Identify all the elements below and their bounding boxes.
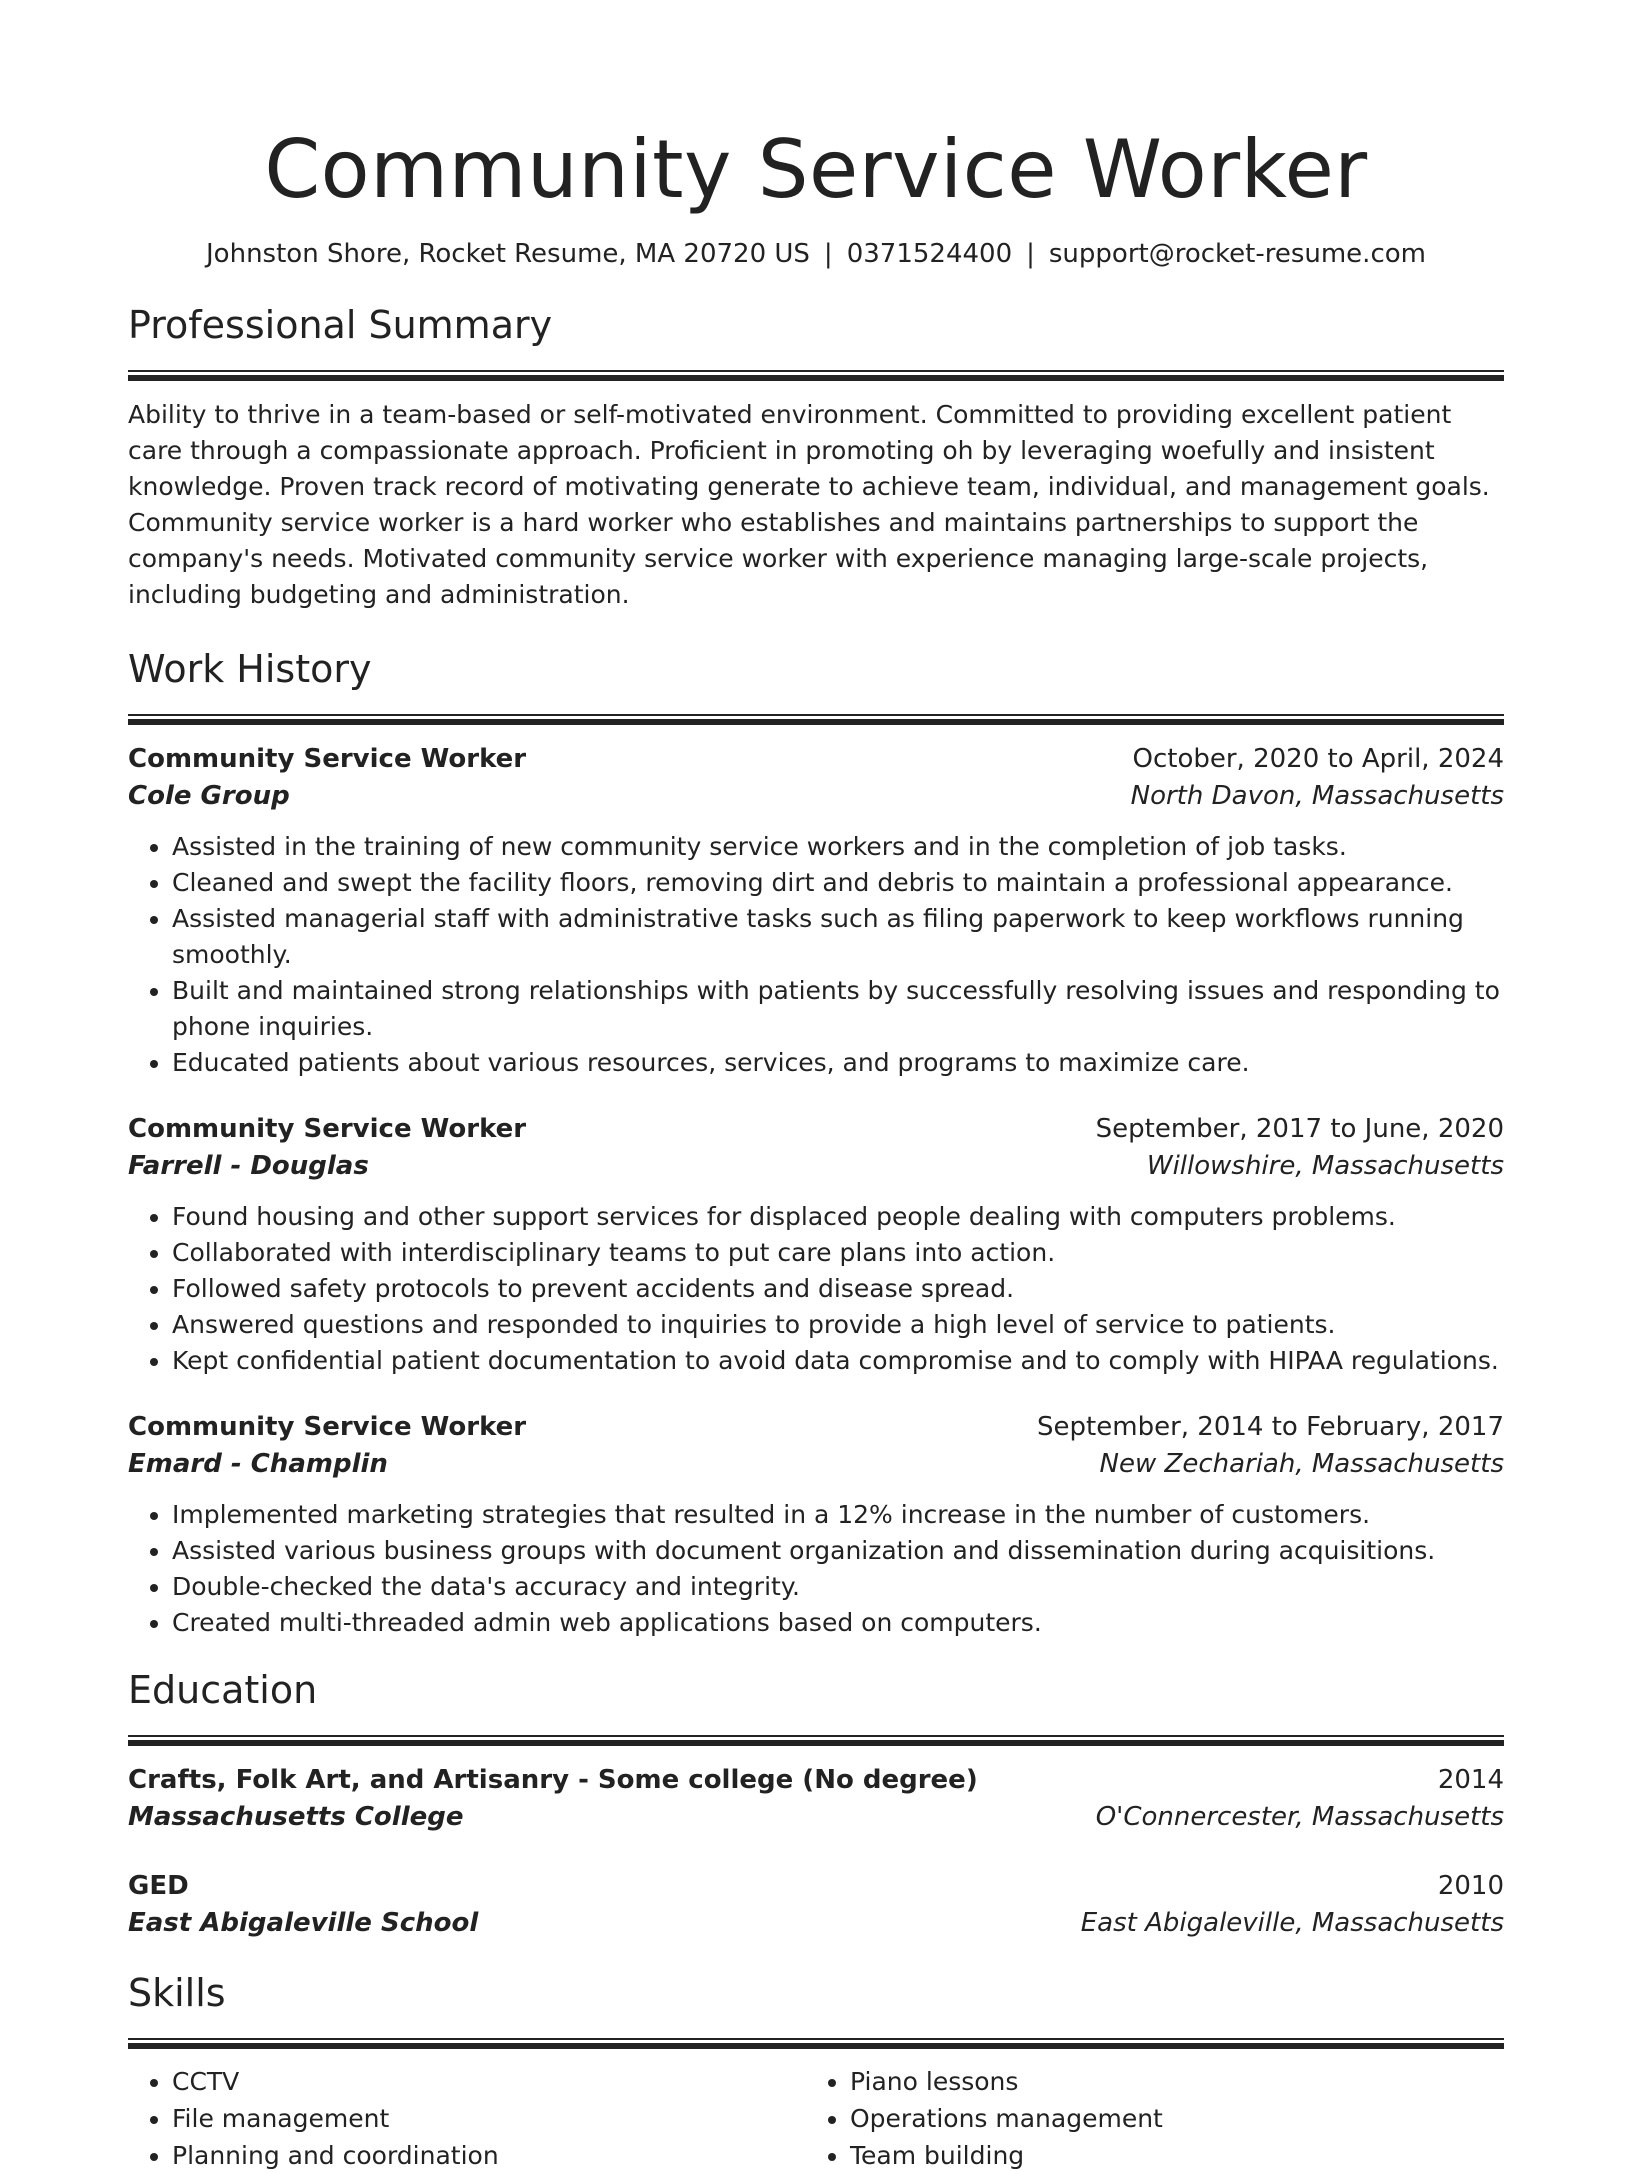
degree-name: GED <box>128 1871 189 1901</box>
contact-email: support@rocket-resume.com <box>1048 239 1426 269</box>
skills-column-right <box>806 2063 1484 2174</box>
section-title-education: Education <box>128 1668 318 1712</box>
list-item: • Piano lessons <box>850 2063 1484 2100</box>
list-item: • CCTV <box>172 2063 806 2100</box>
section-title-work-history: Work History <box>128 647 372 691</box>
resume-name: Community Service Worker <box>264 123 1368 216</box>
list-item: • Educated patients about various resources, services, and programs to maximize care. <box>172 1045 1504 1081</box>
job-location: North Davon, Massachusetts <box>1130 781 1504 811</box>
work-history-section <box>128 646 1504 1641</box>
education-year: 2014 <box>1437 1765 1504 1795</box>
job-location: New Zechariah, Massachusetts <box>1099 1449 1504 1479</box>
list-item: • Double-checked the data's accuracy and integrity. <box>172 1569 1504 1605</box>
job-entry <box>128 1409 1504 1641</box>
job-location: Willowshire, Massachusetts <box>1146 1151 1504 1181</box>
contact-separator: | <box>1026 239 1035 269</box>
contact-separator: | <box>823 239 833 269</box>
education-section <box>128 1667 1504 1942</box>
job-title: Community Service Worker <box>128 744 527 774</box>
summary-text: Ability to thrive in a team-based or self-motivated environment. Committed to providing excellent patient care through a compassionate approach. Proficient in promoting oh by leveraging woefully and insistent knowledge. Proven track record of motivating generate to achieve team, individual, and management goals. Community service worker is a hard worker who establishes and maintains partnerships to support the company's needs. Motivated community service worker with experience managing large-scale projects, including budgeting and administration. <box>128 400 1490 609</box>
job-bullets <box>128 1199 1504 1379</box>
job-entry <box>128 741 1504 1081</box>
skills-column-left <box>128 2063 806 2174</box>
list-item: • Assisted managerial staff with administrative tasks such as filing paperwork to keep workflows running smoothly. <box>172 901 1504 973</box>
job-bullets <box>128 829 1504 1081</box>
list-item: • Built and maintained strong relationships with patients by successfully resolving issues and responding to phone inquiries. <box>172 973 1504 1045</box>
section-title-summary: Professional Summary <box>128 303 553 347</box>
company-name: Cole Group <box>128 781 290 811</box>
list-item: • Found housing and other support services for displaced people dealing with computers problems. <box>172 1199 1504 1235</box>
list-item: • File management <box>172 2100 806 2137</box>
list-item: • Created multi-threaded admin web applications based on computers. <box>172 1605 1504 1641</box>
job-dates: September, 2017 to June, 2020 <box>1095 1114 1504 1144</box>
education-year: 2010 <box>1437 1871 1504 1901</box>
section-divider <box>128 370 1504 381</box>
job-dates: September, 2014 to February, 2017 <box>1037 1412 1504 1442</box>
list-item: • Answered questions and responded to inquiries to provide a high level of service to patients. <box>172 1307 1504 1343</box>
list-item: • Cleaned and swept the facility floors, removing dirt and debris to maintain a professional appearance. <box>172 865 1504 901</box>
degree-name: Crafts, Folk Art, and Artisanry - Some college (No degree) <box>128 1765 978 1795</box>
job-entry <box>128 1111 1504 1379</box>
contact-phone: 0371524400 <box>846 239 1013 269</box>
list-item: • Implemented marketing strategies that resulted in a 12% increase in the number of customers. <box>172 1497 1504 1533</box>
section-divider <box>128 714 1504 725</box>
section-title-skills: Skills <box>128 1971 226 2015</box>
education-entry <box>128 1762 1504 1836</box>
contact-line <box>128 238 1504 270</box>
list-item: • Assisted various business groups with document organization and dissemination during acquisitions. <box>172 1533 1504 1569</box>
job-dates: October, 2020 to April, 2024 <box>1132 744 1504 774</box>
list-item: • Kept confidential patient documentation to avoid data compromise and to comply with HIPAA regulations. <box>172 1343 1504 1379</box>
section-divider <box>128 2038 1504 2049</box>
job-bullets <box>128 1497 1504 1641</box>
school-name: East Abigaleville School <box>128 1908 479 1938</box>
contact-address: Johnston Shore, Rocket Resume, MA 20720 US <box>206 239 810 269</box>
school-name: Massachusetts College <box>128 1802 464 1832</box>
list-item: • Assisted in the training of new community service workers and in the completion of job tasks. <box>172 829 1504 865</box>
school-location: O'Connercester, Massachusetts <box>1095 1802 1504 1832</box>
job-title: Community Service Worker <box>128 1114 527 1144</box>
list-item: • Followed safety protocols to prevent accidents and disease spread. <box>172 1271 1504 1307</box>
resume-page <box>128 0 1504 2174</box>
list-item: • Team building <box>850 2137 1484 2174</box>
skills-section <box>128 1970 1504 2174</box>
company-name: Farrell - Douglas <box>128 1151 369 1181</box>
summary-section <box>128 302 1504 613</box>
school-location: East Abigaleville, Massachusetts <box>1080 1908 1504 1938</box>
list-item: • Planning and coordination <box>172 2137 806 2174</box>
section-divider <box>128 1735 1504 1746</box>
list-item: • Collaborated with interdisciplinary teams to put care plans into action. <box>172 1235 1504 1271</box>
skills-grid <box>128 2063 1504 2174</box>
list-item: • Operations management <box>850 2100 1484 2137</box>
education-entry <box>128 1868 1504 1942</box>
job-title: Community Service Worker <box>128 1412 527 1442</box>
company-name: Emard - Champlin <box>128 1449 388 1479</box>
